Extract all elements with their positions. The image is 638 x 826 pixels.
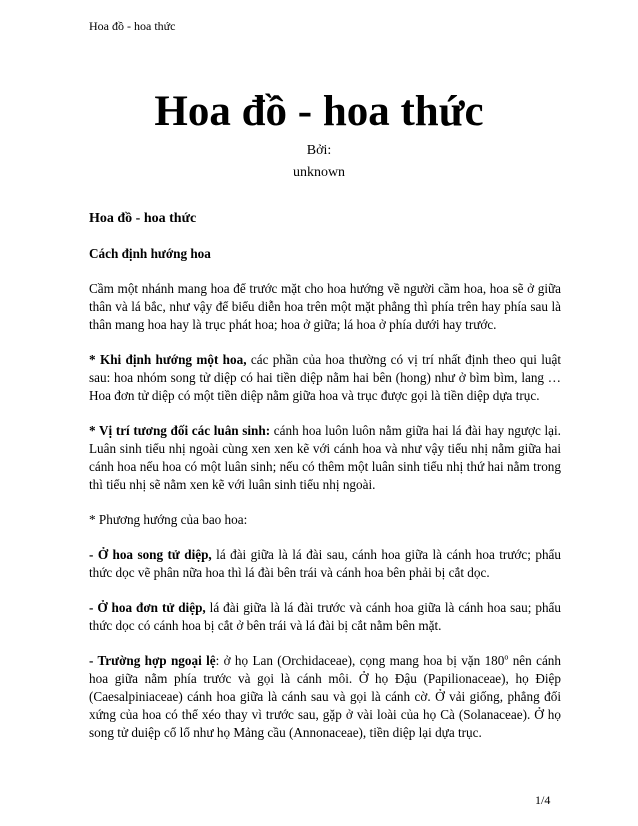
paragraph-2-lead: * Khi định hướng một hoa, (89, 352, 247, 367)
paragraph-5-text: lá đài giữa là lá đài sau, cánh hoa giữa là cánh hoa trước; phẩu thức dọc vẽ phân nữa hoa thì lá đài bên trái và cánh hoa bên phải bị cắt dọc. (89, 547, 561, 580)
document-body (89, 210, 561, 759)
paragraph-7 (89, 652, 561, 742)
paragraph-4: * Phương hướng của bao hoa: (89, 512, 248, 527)
document-title: Hoa đồ - hoa thức (154, 88, 484, 135)
paragraph-3-lead: * Vị trí tương đối các luân sinh: (89, 423, 271, 438)
paragraph-2-text: các phần của hoa thường có vị trí nhất định theo qui luật sau: hoa nhóm song tử diệp có hai tiền diệp nằm hai bên (hong) như ở bìm bìm, lang … Hoa đơn tử diệp có một tiền diệp nằm giữa hoa và trục được gọi là tiền diệp dựa trục. (89, 352, 561, 403)
paragraph-3 (89, 422, 561, 494)
running-header: Hoa đồ - hoa thức (89, 19, 176, 33)
paragraph-3-text: cánh hoa luôn luôn nằm giữa hai lá đài hay ngược lại. Luân sinh tiểu nhị ngoài cùng xen xen kẽ với cánh hoa và như vậy tiểu nhị nằm giữa hai cánh hoa nếu hoa có một luân sinh; nếu có thêm một luân sinh tiểu nhị thứ hai nằm trong thì tiểu nhị sẽ nằm xen kẽ với luân sinh tiểu nhị ngoài. (89, 423, 561, 492)
sub-heading: Cách định hướng hoa (89, 246, 211, 261)
paragraph-5 (89, 546, 561, 582)
paragraph-6-text: lá đài giữa là lá đài trước và cánh hoa giữa là cánh hoa sau; phẩu thức dọc có cánh hoa bị cắt ở bên trái và lá đài bị cắt nằm bên mặt. (89, 600, 561, 633)
byline-label: Bởi: (306, 143, 332, 158)
page-number: 1/4 (535, 793, 551, 807)
paragraph-6-lead: - Ở hoa đơn tử diệp, (89, 600, 206, 615)
paragraph-5-lead: - Ở hoa song tử diệp, (89, 547, 212, 562)
section-heading: Hoa đồ - hoa thức (89, 211, 197, 226)
paragraph-1: Cầm một nhánh mang hoa để trước mặt cho hoa hướng về người cầm hoa, hoa sẽ ở giữa thân và lá bắc, như vậy để biểu diễn hoa trên một mặt phẳng thì phía trên hay phía sau là thân mang hoa hay là trục phát hoa; hoa ở giữa; lá hoa ở phía dưới hay trước. (89, 281, 561, 332)
paragraph-7-lead: - Trường hợp ngoại lệ (89, 653, 216, 668)
degree-superscript: o (504, 652, 509, 662)
paragraph-7-text-a: : ở họ Lan (Orchidaceae), cọng mang hoa bị vặn 180 (215, 653, 505, 668)
paragraph-2 (89, 351, 561, 405)
paragraph-7-text-b: nên cánh hoa giữa nằm phía trước và gọi là cánh môi. Ở họ Đậu (Papilionaceae), họ Điệp (Caesalpiniaceae) cánh hoa giữa là cánh sau và gọi là cánh cờ. Ở vải giống, phẳng đối xứng của hoa có thể xéo thay vì trước sau, gặp ở vài loài của họ Cà (Solanaceae). Ở họ song tử duiệp cổ lổ như họ Mảng cầu (Annonaceae), tiền diệp lại dựa trục. (89, 653, 561, 740)
paragraph-6 (89, 599, 561, 635)
byline-author: unknown (292, 165, 346, 180)
